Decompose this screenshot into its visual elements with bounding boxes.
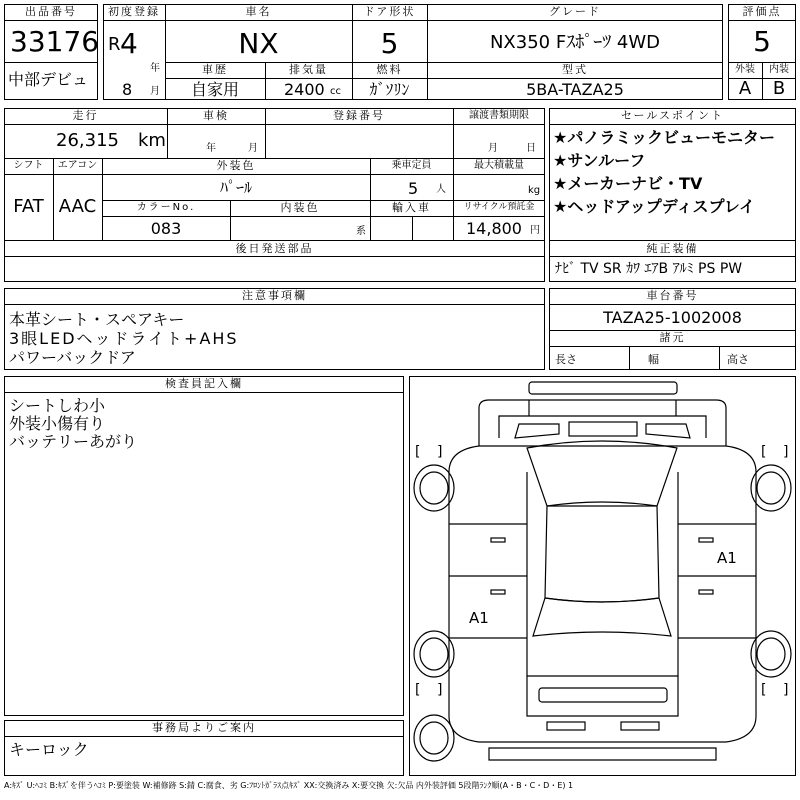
- grade: NX350 Fｽﾎﾟｰﾂ 4WD: [489, 32, 661, 53]
- exterior-grade: A: [738, 78, 752, 99]
- front-section: [479, 400, 726, 446]
- equipment: ﾅﾋﾞ TV SR ｶﾜ ｴｱB ｱﾙﾐ PS PW: [555, 261, 743, 277]
- score-label: 評価点: [742, 5, 782, 18]
- rear-bumper: [539, 688, 667, 702]
- transfer-month-unit: 月: [488, 143, 498, 154]
- chassis-no-label: 車台番号: [646, 289, 699, 302]
- era: R: [108, 34, 121, 55]
- legend: A:ｷｽﾞ U:ﾍｺﾐ B:ｷｽﾞを伴うﾍｺﾐ P:要塗装 W:補修跡 S:錆 C:腐食、劣 G:ﾌﾛﾝﾄｶﾞﾗｽ点ｷｽﾞ XX:交換済み X:要交換 欠:欠品 内外装評価 5段階ﾗﾝｸ順(A・B・C・D・E) 1: [4, 781, 574, 790]
- overall-score: 5: [753, 25, 771, 58]
- inspection-month-unit: 月: [248, 143, 258, 154]
- lot-number: 33176: [10, 25, 100, 58]
- rear-window: [533, 598, 671, 636]
- inspector-note-1: シートしわ小: [9, 396, 106, 415]
- reg-month: 8: [122, 80, 133, 99]
- dimensions-label: 諸元: [659, 331, 686, 344]
- color-no-label: カラーNo.: [136, 202, 196, 213]
- office-note-1: キーロック: [9, 740, 89, 759]
- sales-point-2: ★サンルーフ: [553, 151, 646, 170]
- history: 自家用: [190, 80, 239, 99]
- color-no: 083: [150, 219, 182, 238]
- headlight-left: [515, 424, 559, 438]
- rear-section: [527, 676, 678, 716]
- transfer-docs-label: 譲渡書類期限: [469, 110, 529, 121]
- grade-label: グレード: [549, 5, 601, 18]
- capacity-label: 乗車定員: [391, 160, 432, 171]
- ext-color: ﾊﾟｰﾙ: [219, 178, 252, 197]
- displacement-label: 排気量: [289, 63, 328, 76]
- sales-point-1: ★パノラミックビューモニター: [553, 128, 776, 147]
- month-unit: 月: [150, 86, 160, 97]
- shift: FAT: [13, 196, 44, 217]
- capacity: 5: [408, 179, 419, 198]
- svg-text:[: [: [761, 444, 767, 460]
- car-diagram: [409, 376, 796, 776]
- roof: [545, 506, 659, 602]
- damage-mark-right-door: A1: [717, 549, 737, 567]
- exterior-label: 外装: [735, 64, 755, 75]
- height-label: 高さ: [727, 353, 749, 366]
- grille: [569, 422, 637, 436]
- transfer-day-unit: 日: [526, 143, 536, 154]
- max-load-label: 最大積載量: [474, 160, 524, 171]
- office-label: 事務局よりご案内: [152, 721, 256, 734]
- lot-venue: 中部デビュ: [8, 70, 89, 89]
- later-parts-label: 後日発送部品: [235, 242, 314, 255]
- svg-text:]: ]: [437, 444, 443, 460]
- chassis-number: TAZA25-1002008: [603, 308, 742, 327]
- sales-point-3: ★メーカーナビ・TV: [553, 174, 703, 193]
- cautions-label: 注意事項欄: [242, 289, 307, 302]
- inspection-year-unit: 年: [206, 143, 216, 154]
- recycle-unit: 円: [530, 225, 540, 236]
- model-code: 5BA-TAZA25: [526, 80, 624, 99]
- max-load-unit: kg: [528, 185, 541, 196]
- headlight-right: [646, 424, 690, 438]
- int-color-label: 内装色: [280, 201, 320, 214]
- door-count: 5: [380, 27, 399, 60]
- displacement-unit: cc: [330, 86, 341, 97]
- length-label: 長さ: [555, 353, 577, 366]
- history-label: 車歴: [202, 63, 228, 76]
- inspector-note-2: 外装小傷有り: [9, 414, 106, 433]
- reg-no-label: 登録番号: [333, 109, 385, 122]
- damage-mark-left-door: A1: [469, 609, 489, 627]
- caution-note-1: 本革シート・スペアキー: [9, 310, 185, 329]
- svg-text:[: [: [761, 682, 767, 698]
- ext-color-label: 外装色: [216, 159, 256, 172]
- import-label: 輸入車: [392, 201, 431, 214]
- sales-points-label: セールスポイント: [620, 109, 724, 122]
- recycle-fee: 14,800: [466, 219, 522, 238]
- svg-text:]: ]: [783, 682, 789, 698]
- car-name: NX: [238, 27, 279, 60]
- fuel-label: 燃料: [376, 63, 403, 76]
- aircon-label: エアコン: [57, 160, 98, 171]
- sales-point-4: ★ヘッドアップディスプレイ: [553, 197, 756, 216]
- displacement: 2400: [284, 80, 325, 99]
- inspector-note-3: バッテリーあがり: [9, 432, 138, 451]
- caution-note-2: 3眼LEDヘッドライト+AHS: [9, 329, 239, 348]
- mileage-label: 走行: [72, 109, 99, 122]
- aircon: AAC: [58, 196, 97, 217]
- inspection-label: 車検: [203, 109, 229, 122]
- int-color-unit: 系: [356, 226, 366, 237]
- windshield: [527, 441, 677, 506]
- shift-label: シフト: [13, 160, 44, 171]
- mileage: 26,315: [56, 130, 119, 151]
- year-unit: 年: [150, 63, 160, 74]
- first-reg-label: 初度登録: [108, 5, 160, 18]
- reg-year: 4: [120, 27, 138, 60]
- svg-text:]: ]: [437, 682, 443, 698]
- mileage-unit: km: [138, 130, 166, 151]
- car-name-label: 車名: [245, 5, 272, 18]
- door-type-label: ドア形状: [363, 5, 416, 18]
- width-label: 幅: [648, 353, 659, 366]
- capacity-unit: 人: [436, 184, 446, 195]
- equipment-label: 純正装備: [646, 242, 699, 255]
- caution-note-3: パワーバックドア: [9, 348, 136, 367]
- fuel: ｶﾞｿﾘﾝ: [369, 80, 410, 99]
- inspector-label: 検査員記入欄: [165, 377, 243, 390]
- interior-label: 内装: [769, 64, 789, 75]
- svg-text:]: ]: [783, 444, 789, 460]
- front-bumper: [529, 382, 677, 394]
- rear-bumper-lower: [489, 748, 716, 760]
- recycle-label: リサイクル預託金: [463, 202, 535, 212]
- interior-grade: B: [772, 78, 786, 99]
- model-label: 型式: [562, 63, 588, 76]
- svg-text:[: [: [415, 682, 421, 698]
- lot-number-label: 出品番号: [25, 5, 77, 18]
- svg-text:[: [: [415, 444, 421, 460]
